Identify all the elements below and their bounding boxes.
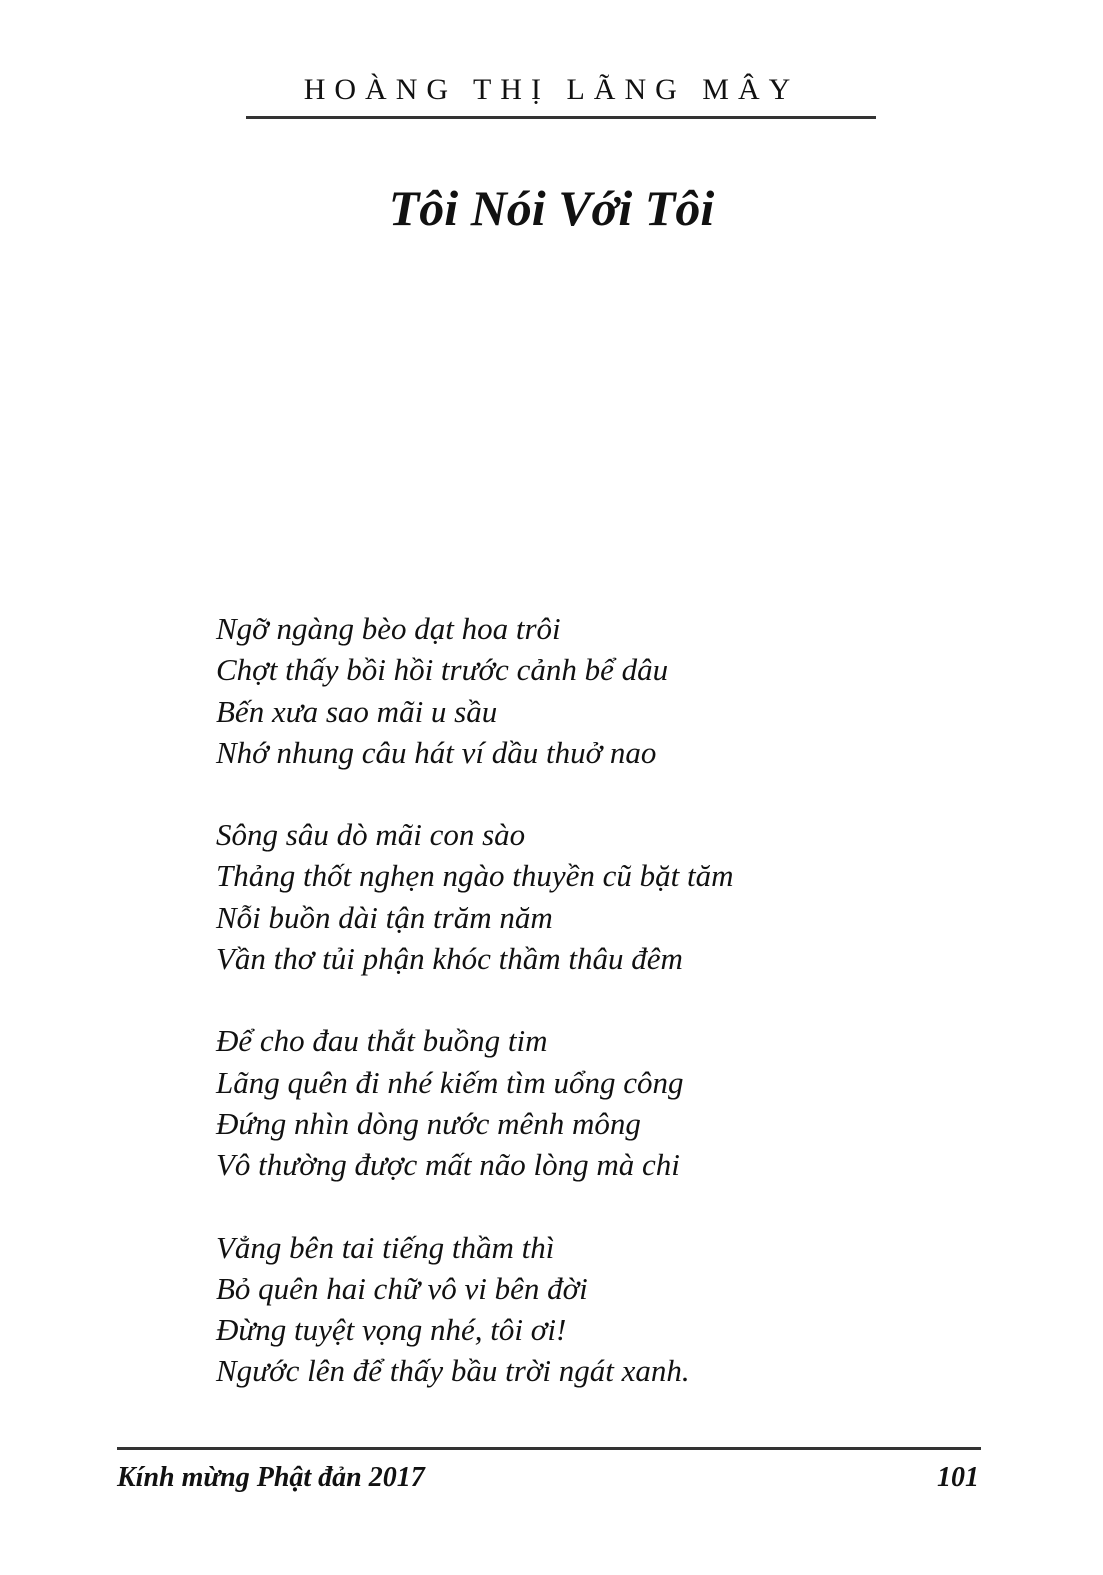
header-rule <box>246 116 876 119</box>
poem-line: Thảng thốt nghẹn ngào thuyền cũ bặt tăm <box>216 858 734 894</box>
poem-title: Tôi Nói Với Tôi <box>388 180 715 236</box>
footer-publication: Kính mừng Phật đản 2017 <box>117 1462 425 1493</box>
poem-line: Vô thường được mất não lòng mà chi <box>216 1147 680 1183</box>
stanza-3 <box>216 1020 916 1185</box>
poem-line: Chợt thấy bồi hồi trước cảnh bể dâu <box>216 652 669 688</box>
page-number: 101 <box>937 1462 979 1493</box>
poem-line: Ngỡ ngàng bèo dạt hoa trôi <box>216 611 561 646</box>
poem-line: Đứng nhìn dòng nước mênh mông <box>216 1105 641 1141</box>
poem-line: Lãng quên đi nhé kiếm tìm uổng công <box>216 1064 684 1100</box>
poem-line: Nhớ nhung câu hát ví dầu thuở nao <box>216 734 657 770</box>
poem-line: Đừng tuyệt vọng nhé, tôi ơi! <box>216 1312 567 1348</box>
running-header-author: HOÀNG THỊ LÃNG MÂY <box>303 73 800 106</box>
stanza-2 <box>216 814 916 979</box>
poem-line: Ngước lên để thấy bầu trời ngát xanh. <box>216 1353 690 1389</box>
poem-body <box>216 608 916 1433</box>
poem-line: Sông sâu dò mãi con sào <box>216 817 526 853</box>
footer-rule <box>117 1447 981 1450</box>
poem-line: Vẳng bên tai tiếng thầm thì <box>216 1229 555 1265</box>
poem-line: Bến xưa sao mãi u sầu <box>216 693 498 729</box>
poem-line: Để cho đau thắt buồng tim <box>216 1023 548 1059</box>
stanza-4 <box>216 1227 916 1392</box>
poem-line: Vần thơ tủi phận khóc thầm thâu đêm <box>216 941 683 977</box>
poem-line: Nỗi buồn dài tận trăm năm <box>216 899 553 935</box>
poem-line: Bỏ quên hai chữ vô vi bên đời <box>216 1270 588 1306</box>
stanza-1 <box>216 608 916 773</box>
